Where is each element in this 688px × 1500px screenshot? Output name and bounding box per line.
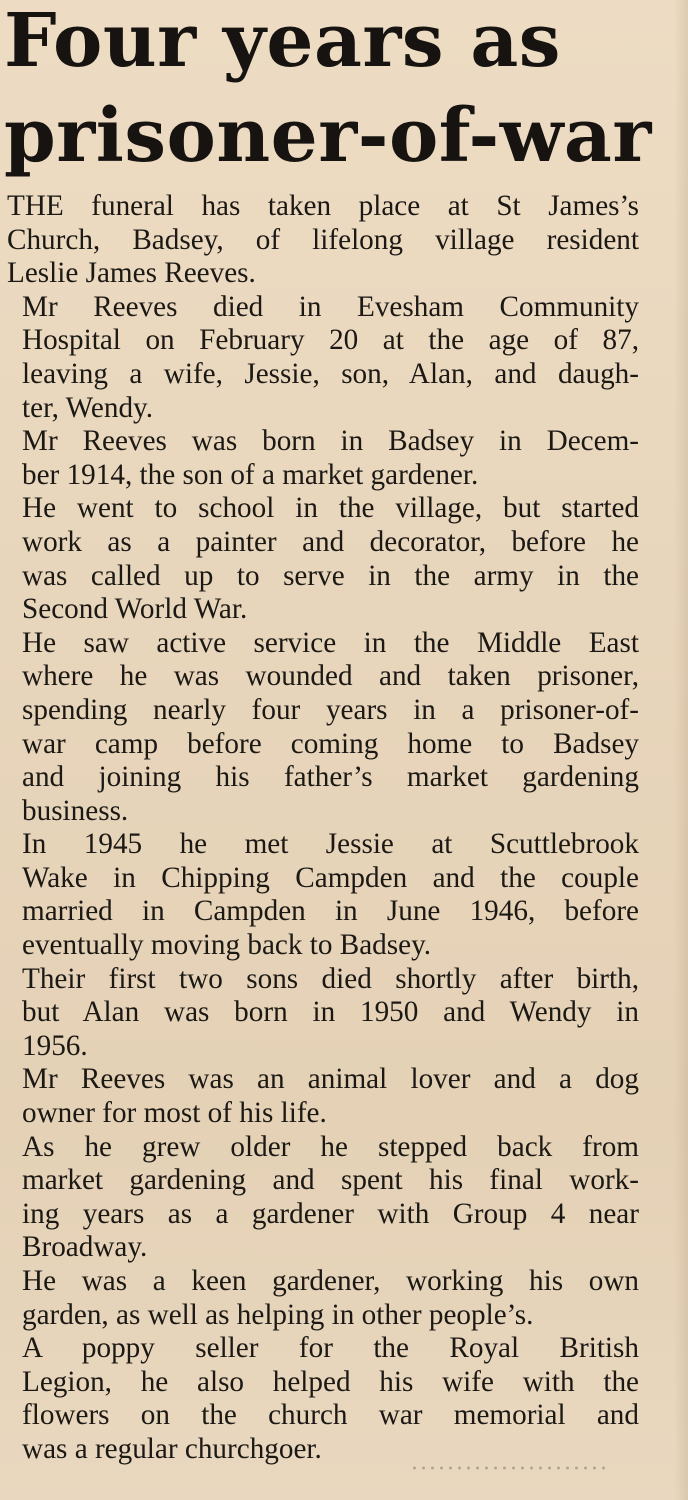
article-line: Mr Reeves was an animal lover and a dog (22, 1063, 639, 1096)
article-paragraph (7, 963, 639, 1064)
article-line: A poppy seller for the Royal British (22, 1332, 639, 1365)
article-line: ber 1914, the son of a market gardener. (22, 458, 479, 491)
article-line: ing years as a gardener with Group 4 near (22, 1197, 639, 1230)
article-line: Mr Reeves died in Evesham Community (22, 290, 639, 323)
article-line: where he was wounded and taken prisoner, (22, 660, 639, 693)
headline-line-1: Four years as (4, 0, 561, 84)
article-line: owner for most of his life. (22, 1097, 327, 1130)
article-line: Church, Badsey, of lifelong village resident (7, 223, 639, 256)
article-line: eventually moving back to Badsey. (22, 929, 432, 962)
article-line: business. (22, 794, 129, 827)
article-line: Wake in Chipping Campden and the couple (22, 861, 639, 894)
headline (4, 0, 684, 184)
article-paragraph (7, 627, 639, 829)
article-paragraph (7, 425, 639, 492)
article-body (7, 190, 639, 1467)
article-line: In 1945 he met Jessie at Scuttlebrook (22, 828, 639, 861)
article-line: married in Campden in June 1946, before (22, 895, 639, 928)
article-paragraph (7, 291, 639, 425)
article-line: Legion, he also helped his wife with the (22, 1365, 639, 1398)
article-line: market gardening and spent his final work- (22, 1164, 639, 1197)
article-line: He saw active service in the Middle East (22, 626, 639, 659)
article-line: garden, as well as helping in other people’s. (22, 1298, 534, 1331)
article-paragraph (7, 828, 639, 962)
article-paragraph (7, 1131, 639, 1265)
article-line: He went to school in the village, but started (22, 492, 639, 525)
article-line: Second World War. (22, 593, 248, 626)
article-line: was a regular churchgoer. (22, 1432, 322, 1465)
article-line: war camp before coming home to Badsey (22, 727, 639, 760)
article-line: flowers on the church war memorial and (22, 1399, 639, 1432)
article-line: work as a painter and decorator, before he (22, 525, 639, 558)
article-line: Leslie James Reeves. (7, 257, 256, 290)
article-paragraph (7, 1332, 639, 1466)
article-line: was called up to serve in the army in the (22, 559, 639, 592)
article-line: He was a keen gardener, working his own (22, 1265, 639, 1297)
article-paragraph (7, 190, 639, 291)
article-line: Hospital on February 20 at the age of 87, (22, 324, 639, 357)
article-line: Mr Reeves was born in Badsey in Decem- (22, 425, 639, 458)
article-paragraph (7, 1265, 639, 1332)
article-line: leaving a wife, Jessie, son, Alan, and daugh- (22, 357, 639, 390)
paper-edge-shadow (674, 0, 688, 1500)
article-paragraph (7, 492, 639, 626)
article-line: THE funeral has taken place at St James’s (7, 190, 639, 222)
article-line: and joining his father’s market gardening (22, 761, 639, 794)
article-line: As he grew older he stepped back from (22, 1130, 639, 1163)
end-dotted-rule (410, 1464, 610, 1472)
article-line: 1956. (22, 1029, 88, 1062)
article-paragraph (7, 1063, 639, 1130)
article-line: ter, Wendy. (22, 391, 154, 424)
article-line: Their first two sons died shortly after birth, (22, 962, 639, 995)
headline-line-2: prisoner-of-war (4, 93, 652, 179)
article-line: but Alan was born in 1950 and Wendy in (22, 996, 639, 1029)
article-line: Broadway. (22, 1231, 148, 1264)
article-line: spending nearly four years in a prisoner-of- (22, 693, 639, 726)
